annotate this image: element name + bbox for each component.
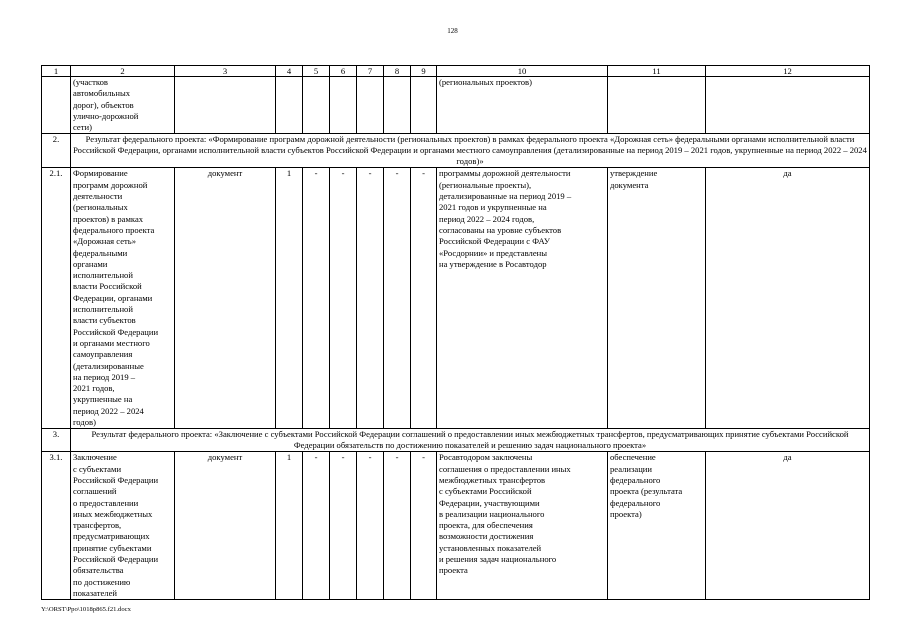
cell-num [42,77,71,134]
cell-value: - [411,168,437,429]
cell [706,77,870,134]
cell-value: - [330,452,357,600]
cell-flag: да [706,452,870,600]
cell-name: Заключение с субъектами Российской Федерации соглашений о предоставлении иных межбюджетных трансфертов, предусматривающих принятие субъектами Российской Федерации обязательства по достижению показателей [71,452,175,600]
cell-characteristic: (региональных проектов) [437,77,608,134]
result-heading: Результат федерального проекта: «Заключение с субъектами Российской Федерации соглашений о предоставлении иных межбюджетных трансфертов, предусматривающих принятие субъектами Российской Федерации обязательств по достижению показателей и решению задач национального проекта» [71,429,870,452]
row-number: 2. [42,134,71,168]
cell-value: - [384,168,411,429]
file-path-footer: Y:\ORST\Ppo\1018p865.f21.docx [41,606,131,613]
cell-value: - [303,168,330,429]
cell-purpose: утверждение документа [608,168,706,429]
cell-flag: да [706,168,870,429]
table-row-3-1 [42,452,870,600]
table-row-2-1 [42,168,870,429]
cell-value: - [411,452,437,600]
cell [384,77,411,134]
cell-value: - [384,452,411,600]
col-header: 8 [384,66,411,77]
cell-characteristic: программы дорожной деятельности (региональные проекты), детализированные на период 2019 – 2021 годов и укрупненные на период 2022 – 2024 годов, согласованы на уровне субъектов Российской Федерации с ФАУ «Росдорнии» и представлены на утверждение в Росавтодор [437,168,608,429]
page-number: 128 [447,27,458,35]
cell [303,77,330,134]
row-number: 3. [42,429,71,452]
cell [276,77,303,134]
col-header: 12 [706,66,870,77]
col-header: 4 [276,66,303,77]
col-header: 2 [71,66,175,77]
cell-type [175,77,276,134]
cell-value: 1 [276,452,303,600]
col-header: 11 [608,66,706,77]
table-row-result-2 [42,134,870,168]
header-row [42,66,870,77]
table-row-result-3 [42,429,870,452]
cell [330,77,357,134]
cell-value: - [330,168,357,429]
col-header: 5 [303,66,330,77]
passport-table [41,65,870,600]
col-header: 6 [330,66,357,77]
cell [357,77,384,134]
col-header: 1 [42,66,71,77]
cell-type: документ [175,452,276,600]
cell-characteristic: Росавтодором заключены соглашения о предоставлении иных межбюджетных трансфертов с субъектами Российской Федерации, участвующими в реализации национального проекта, для обеспечения возможности достижения установленных показателей и решения задач национального проекта [437,452,608,600]
cell-type: документ [175,168,276,429]
cell-value: - [303,452,330,600]
cell-value: - [357,168,384,429]
cell [608,77,706,134]
col-header: 7 [357,66,384,77]
col-header: 10 [437,66,608,77]
cell-name: Формирование программ дорожной деятельности (региональных проектов) в рамках федерального проекта «Дорожная сеть» федеральными органами исполнительной власти Российской Федерации, органами исполнительной власти субъектов Российской Федерации и органами местного самоуправления (детализированные на период 2019 – 2021 годов, укрупненные на период 2022 – 2024 годов) [71,168,175,429]
cell-value: - [357,452,384,600]
row-number: 3.1. [42,452,71,600]
col-header: 3 [175,66,276,77]
row-number: 2.1. [42,168,71,429]
cell [411,77,437,134]
cell-purpose: обеспечение реализации федерального проекта (результата федерального проекта) [608,452,706,600]
table-row-continuation [42,77,870,134]
col-header: 9 [411,66,437,77]
cell-value: 1 [276,168,303,429]
result-heading: Результат федерального проекта: «Формирование программ дорожной деятельности (региональных проектов) в рамках федерального проекта «Дорожная сеть» федеральными органами исполнительной власти Российской Федерации, органами исполнительной власти субъектов Российской Федерации и органами местного самоуправления (детализированные на период 2019 – 2021 годов, укрупненные на период 2022 – 2024 годов)» [71,134,870,168]
cell-name: (участков автомобильных дорог), объектов улично-дорожной сети) [71,77,175,134]
